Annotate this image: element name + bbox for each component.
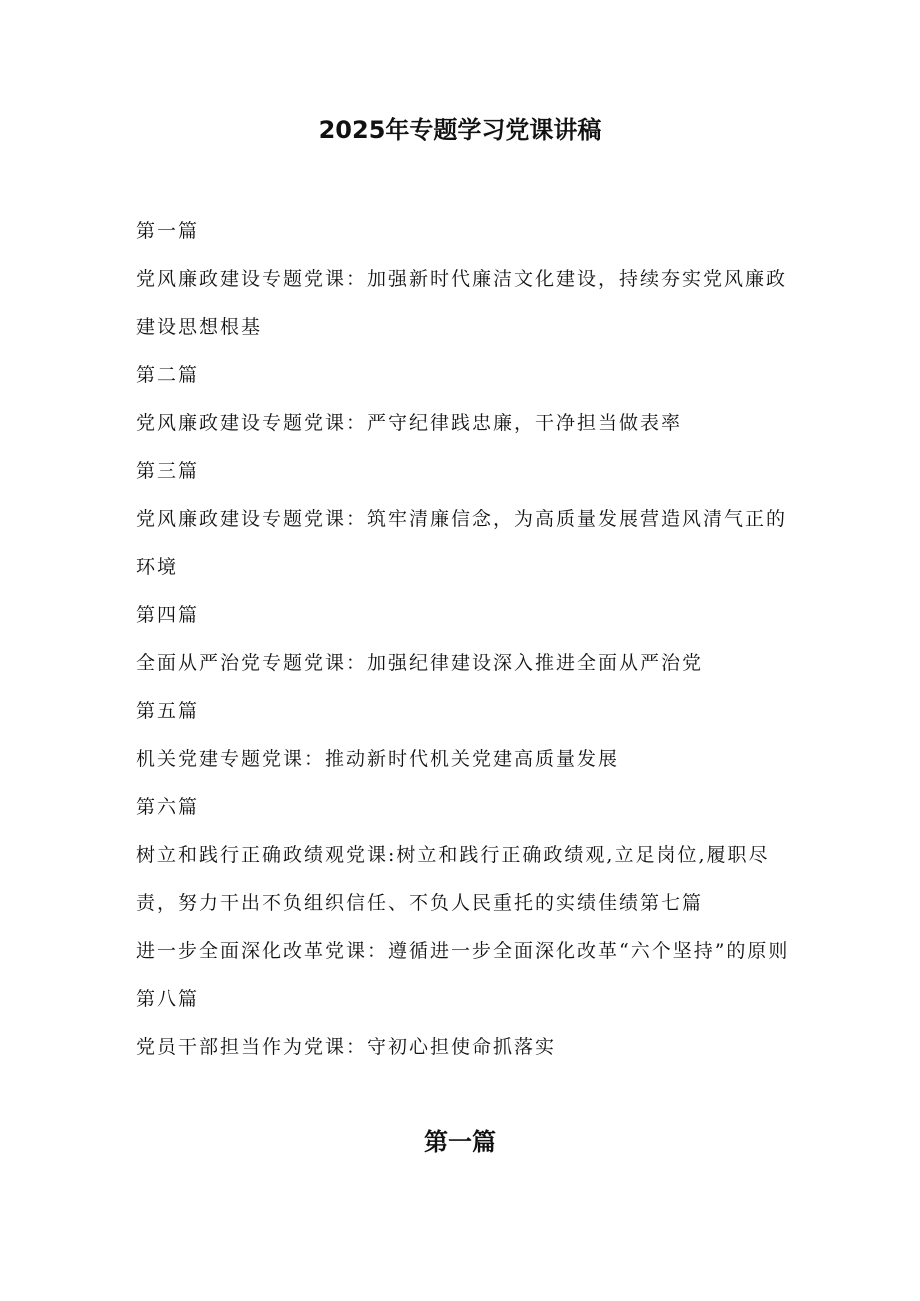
toc-entry-text: 机关党建专题党课：推动新时代机关党建高质量发展	[136, 748, 620, 770]
toc-entry-text: 全面从严治党专题党课：加强纪律建设深入推进全面从严治党	[136, 652, 704, 674]
toc-label: 第六篇	[136, 796, 200, 818]
toc-label: 第二篇	[136, 364, 200, 386]
toc-entry-text: 党风廉政建设专题党课：严守纪律践忠廉，干净担当做表率	[136, 412, 683, 434]
toc-entry-text: 树立和践行正确政绩观党课:树立和践行正确政绩观,立足岗位,履职尽责，努力干出不负组织信任、不负人民重托的实绩佳绩第七篇	[136, 844, 770, 914]
toc-label: 第四篇	[136, 604, 200, 626]
toc-label: 第三篇	[136, 460, 200, 482]
toc-entry-text: 党风廉政建设专题党课：筑牢清廉信念，为高质量发展营造风清气正的环境	[136, 508, 788, 578]
section-heading: 第一篇	[424, 1128, 496, 1156]
toc-label: 第一篇	[136, 220, 200, 242]
toc-entry-text: 党员干部担当作为党课：守初心担使命抓落实	[136, 1036, 557, 1058]
toc-label: 第五篇	[136, 700, 200, 722]
toc-entry-text: 进一步全面深化改革党课：遵循进一步全面深化改革“六个坚持”的原则	[136, 940, 790, 962]
document-title: 2025年专题学习党课讲稿	[318, 116, 602, 144]
toc-label: 第八篇	[136, 988, 200, 1010]
table-of-contents	[136, 207, 796, 1071]
toc-entry-text: 党风廉政建设专题党课：加强新时代廉洁文化建设，持续夯实党风廉政建设思想根基	[136, 268, 788, 338]
